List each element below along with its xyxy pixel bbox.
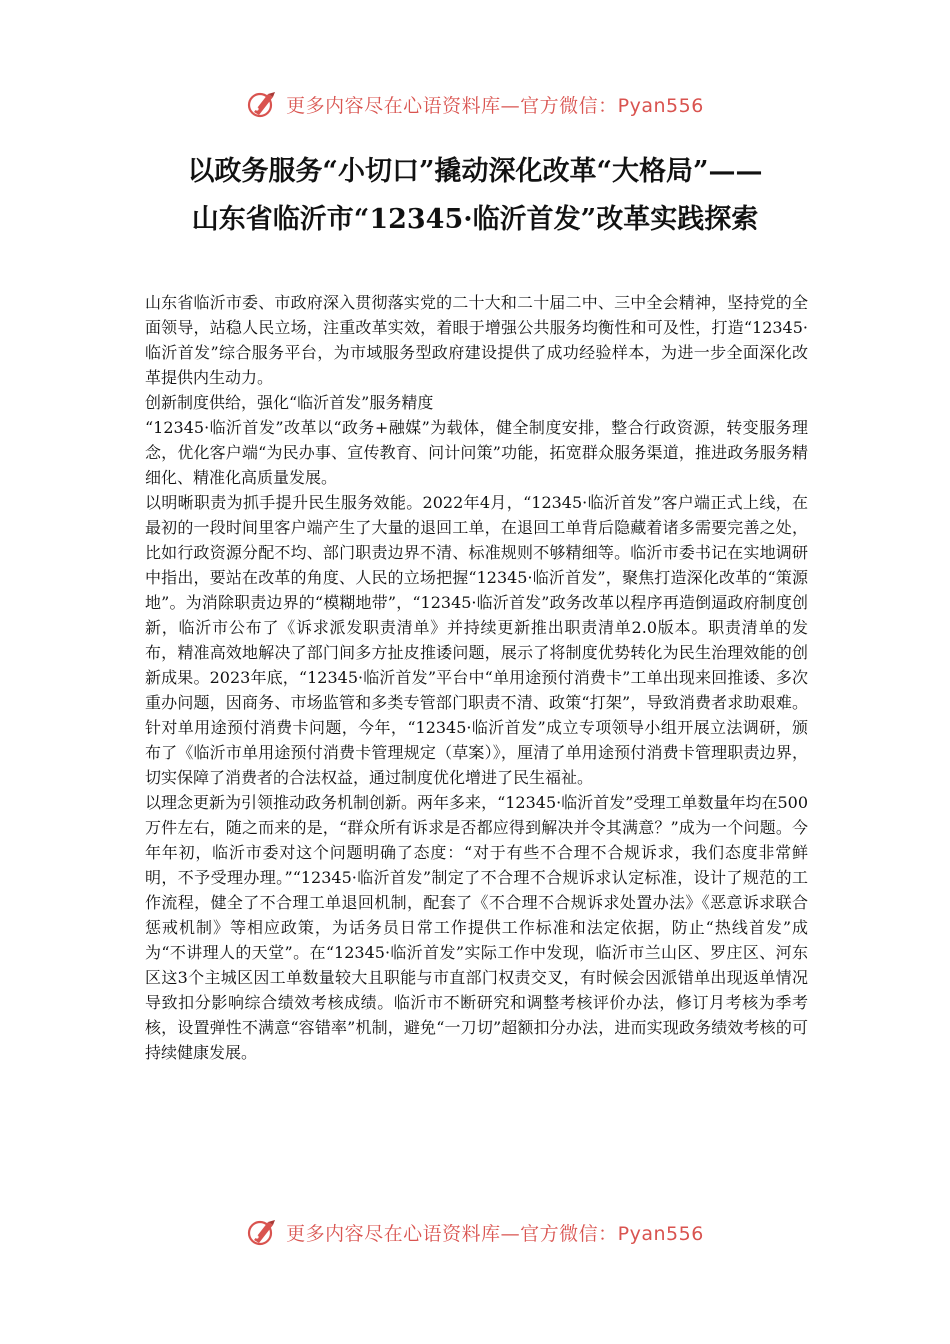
footer-banner-label: 更多内容尽在心语资料库—官方微信：	[286, 1222, 618, 1245]
article-title-line-2: 山东省临沂市“12345·临沂首发”改革实践探索	[191, 204, 759, 235]
header-banner-text	[286, 91, 704, 118]
article-body	[145, 290, 808, 1065]
pen-nib-logo-icon	[246, 1216, 278, 1248]
paragraph-responsibility: 以明晰职责为抓手提升民生服务效能。2022年4月，“12345·临沂首发”客户端正式上线，在最初的一段时间里客户端产生了大量的退回工单，在退回工单背后隐藏着诸多需要完善之处，比如行政资源分配不均、部门职责边界不清、标准规则不够精细等。临沂市委书记在实地调研中指出，要站在改革的角度、人民的立场把握“12345·临沂首发”，聚焦打造深化改革的“策源地”。为消除职责边界的“模糊地带”，“12345·临沂首发”政务改革以程序再造倒逼政府制度创新，临沂市公布了《诉求派发职责清单》并持续更新推出职责清单2.0版本。职责清单的发布，精准高效地解决了部门间多方扯皮推诿问题，展示了将制度优势转化为民生治理效能的创新成果。2023年底，“12345·临沂首发”平台中“单用途预付消费卡”工单出现来回推诿、多次重办问题，因商务、市场监管和多类专管部门职责不清、政策“打架”，导致消费者求助艰难。针对单用途预付消费卡问题，今年，“12345·临沂首发”成立专项领导小组开展立法调研，颁布了《临沂市单用途预付消费卡管理规定（草案）》，厘清了单用途预付消费卡管理职责边界，切实保障了消费者的合法权益，通过制度优化增进了民生福祉。	[145, 493, 808, 787]
article-title-line-1: 以政务服务“小切口”撬动深化改革“大格局”——	[187, 156, 763, 187]
footer-banner	[0, 1212, 950, 1252]
paragraph-intro: 山东省临沂市委、市政府深入贯彻落实党的二十大和二十届二中、三中全会精神，坚持党的全面领导，站稳人民立场，注重改革实效，着眼于增强公共服务均衡性和可及性，打造“12345·临沂首发”综合服务平台，为市域服务型政府建设提供了成功经验样本，为进一步全面深化改革提供内生动力。	[145, 293, 808, 387]
header-banner-label: 更多内容尽在心语资料库—官方微信：	[286, 94, 618, 117]
header-wechat-id: Pyan556	[617, 94, 704, 117]
header-banner	[0, 84, 950, 124]
paragraph-overview: “12345·临沂首发”改革以“政务+融媒”为载体，健全制度安排，整合行政资源，转变服务理念，优化客户端“为民办事、宣传教育、问计问策”功能，拓宽群众服务渠道，推进政务服务精细化、精准化高质量发展。	[145, 418, 808, 487]
paragraph-mechanism: 以理念更新为引领推动政务机制创新。两年多来，“12345·临沂首发”受理工单数量年均在500万件左右，随之而来的是，“群众所有诉求是否都应得到解决并令其满意？”成为一个问题。今年年初，临沂市委对这个问题明确了态度：“对于有些不合理不合规诉求，我们态度非常鲜明，不予受理办理。”“12345·临沂首发”制定了不合理不合规诉求认定标准，设计了规范的工作流程，健全了不合理工单退回机制，配套了《不合理不合规诉求处置办法》《恶意诉求联合惩戒机制》等相应政策，为话务员日常工作提供工作标准和法定依据，防止“热线首发”成为“不讲理人的天堂”。在“12345·临沂首发”实际工作中发现，临沂市兰山区、罗庄区、河东区这3个主城区因工单数量较大且职能与市直部门权责交叉，有时候会因派错单出现返单情况导致扣分影响综合绩效考核成绩。临沂市不断研究和调整考核评价办法，修订月考核为季考核，设置弹性不满意“容错率”机制，避免“一刀切”超额扣分办法，进而实现政务绩效考核的可持续健康发展。	[145, 793, 808, 1062]
pen-nib-logo-icon	[246, 88, 278, 120]
footer-banner-text	[286, 1219, 704, 1246]
footer-wechat-id: Pyan556	[617, 1222, 704, 1245]
section-heading: 创新制度供给，强化“临沂首发”服务精度	[145, 393, 434, 412]
